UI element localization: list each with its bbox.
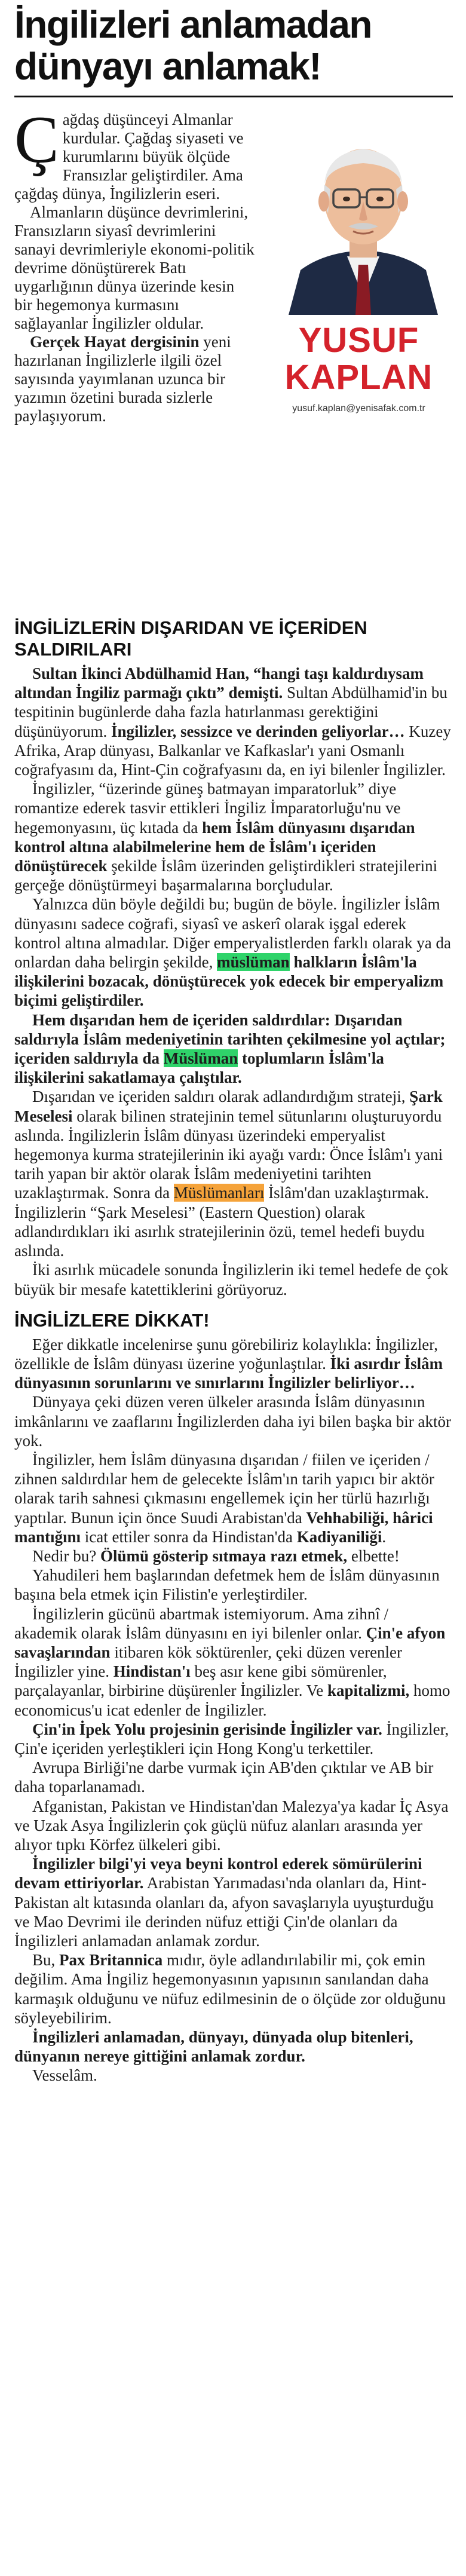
paragraph: Dışarıdan ve içeriden saldırı olarak adlandırdığım strateji, Şark Meselesi olarak bilinen stratejinin temel sütunlarını oluşturuyordu aslında. İngilizlerin İslâm dünyası üzerindeki emperyalist hegemonya kurma stratejilerinin iki ayağı vardı: Önce İslâm'ı yani tarih yapan bir aktör olarak İslâm medeniyetini tarihten uzaklaştırmak. Sonra da Müslümanları İslâm'dan uzaklaştırmak. İngilizlerin “Şark Meselesi” (Eastern Question) olarak adlandırdıkları iki asırlık stratejilerinin özü, temel hedefi buydu aslında. bbox=[14, 1088, 443, 1260]
section-body bbox=[14, 664, 453, 1299]
paragraph: Bu, Pax Britannica mıdır, öyle adlandırılabilir mi, çok emin değilim. Ama İngiliz hegemonyasının yapısının sanılandan daha karmaşık olduğunu ve nüfuz edilmesinin de o ölçüde zor olduğunu söyleyebilirim. bbox=[14, 1951, 446, 2027]
paragraph: İngilizler bilgi'yi veya beyni kontrol ederek sömürülerini devam ettiriyorlar. Arabistan Yarımadası'nda olanları da, Hint-Pakistan alt kıtasında olanları da, afyon savaşlarıyla uyuşturduğu ve Mao Devrimi ile derinden nüfuz ettiği Çin'de olanları da İngilizleri anlamadan anlamak zordur. bbox=[14, 1855, 434, 1950]
paragraph: Dünyaya çeki düzen veren ülkeler arasında İslâm dünyasının imkânlarını ve zaaflarını İngilizlerden daha iyi bilen başka bir aktör yok. bbox=[14, 1393, 451, 1450]
intro-paragraph: Gerçek Hayat dergisinin yeni hazırlanan İngilizlerle ilgili özel sayısında yayımlanan uzunca bir yazımın özetini burada sizlerle paylaşıyorum. bbox=[14, 333, 231, 425]
highlight-word: müslüman bbox=[217, 953, 290, 972]
headline-rule bbox=[14, 96, 453, 97]
paragraph: Eğer dikkatle incelenirse şunu görebiliriz kolaylıkla: İngilizler, özellikle de İslâm dünyası üzerine yoğunlaştılar. İki asırdır İslâm dünyasının sorunlarını ve sınırlarını İngilizler belirliyor… bbox=[14, 1335, 443, 1392]
paragraph: İngilizlerin gücünü abartmak istemiyorum. Ama zihnî / akademik olarak İslâm dünyasını en iyi bilenler onlar. Çin'e afyon savaşlarından itibaren kök söktürenler, çeki düzen verenler İngilizler yine. Hindistan'ı beş asır kene gibi sömürenler, parçalayanlar, birbirine düşürenler İngilizler. Ve kapitalizmi, homo economicus'u icat edenler de İngilizler. bbox=[14, 1604, 450, 1719]
intro-paragraph: Almanların düşünce devrimlerini, Fransızların siyasî devrimlerini sanayi devrimleriyle ekonomi-politik devrime dönüştürerek Batı uygarlığının dünya üzerinde kesin bir hegemonya kurmasını sağlayanlar İngilizler oldular. bbox=[14, 203, 255, 332]
paragraph: Afganistan, Pakistan ve Hindistan'dan Malezya'ya kadar İç Asya ve Uzak Asya İngilizlerin çok güçlü nüfuz alanları arasında yer alıyor tıpkı Körfez ülkeleri gibi. bbox=[14, 1797, 449, 1854]
paragraph: Nedir bu? Ölümü gösterip sıtmaya razı etmek, elbette! bbox=[32, 1546, 400, 1565]
section-title: İNGİLİZLERİN DIŞARIDAN VE İÇERİDEN SALDIRILARI bbox=[14, 617, 367, 660]
author-portrait bbox=[277, 118, 450, 315]
drop-cap: Ç bbox=[14, 103, 59, 177]
headline: İngilizleri anlamadan dünyayı anlamak! bbox=[14, 3, 372, 88]
paragraph: Vesselâm. bbox=[32, 2066, 97, 2085]
paragraph: Hem dışarıdan hem de içeriden saldırdılar: Dışarıdan saldırıyla İslâm medeniyetinin tarihten çekilmesine yol açtılar; içeriden saldırıyla da Müslüman toplumların İslâm'la ilişkilerini sakatlamaya çalıştılar. bbox=[14, 1010, 446, 1087]
paragraph: Sultan İkinci Abdülhamid Han, “hangi taşı kaldırdıysam altından İngiliz parmağı çıktı” demişti. Sultan Abdülhamid'in bu tespitinin bugünlerde daha fazla hatırlanması gerektiğini düşünüyorum. İngilizler, sessizce ve derinden geliyorlar… Kuzey Afrika, Arap dünyası, Balkanlar ve Kafkaslar'ı yani Osmanlı coğrafyasını da, Hint-Çin coğrafyasını da, en iyi bilenler İngilizler. bbox=[14, 664, 451, 779]
section-body bbox=[14, 1335, 453, 2085]
paragraph: Yahudileri hem başlarından defetmek hem de İslâm dünyasının başına bela etmek için Filistin'e yerleştirdiler. bbox=[14, 1566, 440, 1604]
section-title: İNGİLİZLERE DİKKAT! bbox=[14, 1309, 210, 1331]
paragraph: İki asırlık mücadele sonunda İngilizlerin iki temel hedefe de çok büyük bir mesafe katettiklerini görüyoruz. bbox=[14, 1261, 449, 1298]
author-name: YUSUF KAPLAN bbox=[284, 321, 433, 397]
highlight-word: Müslümanları bbox=[173, 1184, 265, 1202]
highlight-word: Müslüman bbox=[163, 1049, 238, 1068]
intro-section bbox=[14, 103, 453, 607]
author-box bbox=[265, 118, 453, 428]
paragraph: Avrupa Birliği'ne darbe vurmak için AB'den çıktılar ve AB bir daha toparlanamadı. bbox=[14, 1759, 434, 1796]
paragraph: Çin'in İpek Yolu projesinin gerisinde İngilizler var. İngilizler, Çin'e içeriden yerleştikleri için Hong Kong'u terkettiler. bbox=[14, 1720, 449, 1757]
intro-paragraph: ağdaş düşünceyi Almanlar kurdular. Çağdaş siyaseti ve kurumlarını büyük ölçüde Fransızlar geliştirdiler. Ama çağdaş dünya, İngilizlerin eseri. bbox=[14, 111, 244, 203]
paragraph: İngilizleri anlamadan, dünyayı, dünyada olup bitenleri, dünyanın nereye gittiğini anlamak zordur. bbox=[14, 2028, 413, 2066]
author-email[interactable]: yusuf.kaplan@yenisafak.com.tr bbox=[292, 403, 425, 413]
paragraph: Yalnızca dün böyle değildi bu; bugün de böyle. İngilizler İslâm dünyasını sadece coğrafi, siyasî ve askerî olarak işgal ederek kontrol altına almadılar. Diğer emperyalistlerden farklı olarak ya da onlardan daha belirgin şekilde, müslüman halkların İslâm'la ilişkilerini bozacak, dönüştürecek yok edecek bir emperyalizm biçimi geliştirdiler. bbox=[14, 895, 451, 1010]
paragraph: İngilizler, “üzerinde güneş batmayan imparatorluk” diye romantize ederek tasvir ettikleri İngiliz İmparatorluğu'nu ve hegemonyasını, üç kıtada da hem İslâm dünyasını dışarıdan kontrol altına alabilmelerine hem de İslâm'ı içeriden dönüştürecek şekilde İslâm üzerinden geliştirdikleri stratejilerini gerçeğe dönüştürmeyi başarmalarına borçludular. bbox=[14, 780, 438, 895]
paragraph: İngilizler, hem İslâm dünyasına dışarıdan / fiilen ve içeriden / zihnen saldırdılar hem de gelecekte İslâm'ın tarih yapıcı bir aktör olarak tarih sahnesi çıkmasını engellemek için her türlü hazırlığı yaptılar. Bunun için önce Suudi Arabistan'da Vehhabiliği, hârici mantığını icat ettiler sonra da Hindistan'da Kadiyaniliği. bbox=[14, 1450, 434, 1546]
